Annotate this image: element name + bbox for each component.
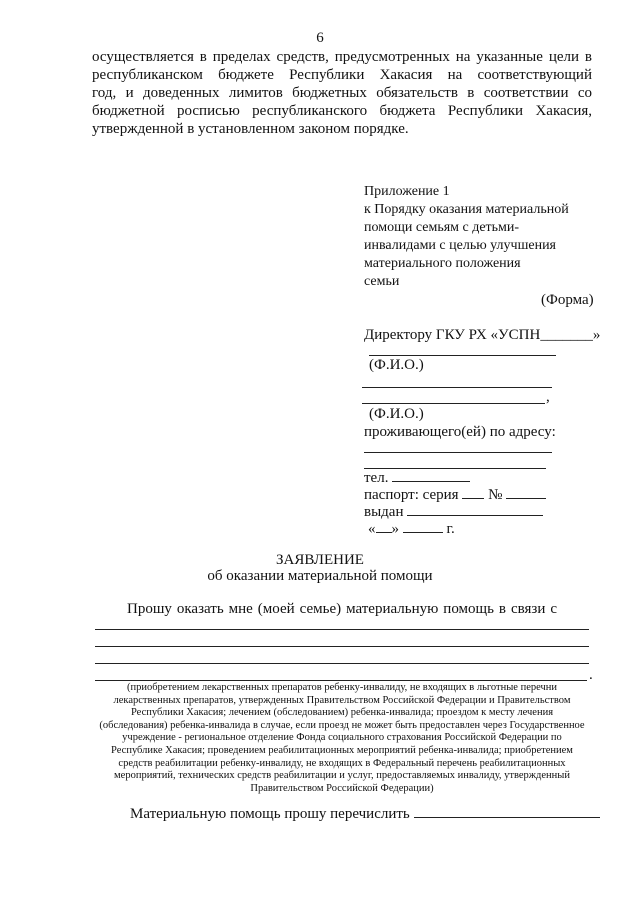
intro-line: бюджетной росписью республиканского бюджета Республики Хакасия, xyxy=(92,103,592,119)
transfer-row xyxy=(130,805,600,823)
reason-line-4[interactable] xyxy=(95,680,587,681)
issued-label: выдан xyxy=(364,504,404,520)
note-line: Республики Хакасия; лечением (обследованием) ребенка-инвалида; проездом к месту лечения xyxy=(130,707,554,719)
intro-line: год, и доведенных лимитов бюджетных обязательств в соответствии со xyxy=(92,85,592,101)
passport-number-label: № xyxy=(488,487,503,503)
appendix-heading xyxy=(364,183,604,291)
reason-line-3[interactable] xyxy=(95,663,589,664)
reason-note xyxy=(92,682,592,795)
note-line: Республике Хакасия; проведением реабилитационных мероприятий ребенка-инвалида; приобретением xyxy=(111,744,573,756)
form-label: (Форма) xyxy=(541,292,594,308)
note-line: (приобретением лекарственных препаратов ребенку-инвалиду, не входящих в льготные перечни xyxy=(126,682,558,693)
passport-series-field[interactable] xyxy=(462,486,484,499)
note-line: учреждение - региональное отделение Фонда социального страхования Российской Федерации по xyxy=(122,732,562,744)
passport-number-field[interactable] xyxy=(506,486,546,499)
intro-line: утвержденной в установленном законом порядке. xyxy=(92,121,409,137)
transfer-field[interactable] xyxy=(414,805,600,818)
note-line: средств реабилитации ребенку-инвалиду, не входящих в Федеральный перечень реабилитационных xyxy=(118,757,566,769)
phone-label: тел. xyxy=(364,470,389,486)
appendix-line: к Порядку оказания материальной xyxy=(364,202,569,217)
page-number: 6 xyxy=(316,30,324,46)
appendix-line: Приложение 1 xyxy=(364,184,450,199)
date-close-quote: » xyxy=(391,521,399,537)
document-title: ЗАЯВЛЕНИЕ xyxy=(276,552,364,568)
appendix-line: инвалидами с целью улучшения xyxy=(364,238,556,253)
note-line: Правительством Российской Федерации) xyxy=(250,782,434,794)
year-suffix: г. xyxy=(446,521,455,537)
fio-field-1[interactable] xyxy=(369,355,556,356)
day-field[interactable] xyxy=(376,520,392,533)
intro-paragraph xyxy=(92,48,592,138)
document-subtitle: об оказании материальной помощи xyxy=(207,568,433,584)
addressee-line: Директору ГКУ РХ «УСПН_______» xyxy=(364,327,601,343)
note-line: лекарственных препаратов, утвержденных Правительством Российской Федерации и Правительством xyxy=(113,694,571,706)
passport-row xyxy=(364,486,546,504)
phone-field[interactable] xyxy=(392,469,470,482)
appendix-line: материального положения xyxy=(364,256,521,271)
appendix-line: семьи xyxy=(364,274,400,289)
fio-label: (Ф.И.О.) xyxy=(369,357,424,373)
intro-line: республиканском бюджете Республики Хакасия на соответствующий xyxy=(92,67,592,83)
issued-field[interactable] xyxy=(407,503,543,516)
passport-series-label: паспорт: серия xyxy=(364,487,459,503)
reason-line-1[interactable] xyxy=(95,629,589,630)
address-field-1[interactable] xyxy=(364,452,552,453)
appendix-line: помощи семьям с детьми- xyxy=(364,220,520,235)
date-open-quote: « xyxy=(368,521,376,537)
applicant-field-1[interactable] xyxy=(362,387,552,388)
applicant-field-2[interactable] xyxy=(362,403,545,404)
note-line: мероприятий, технических средств реабилитации и услуг, предоставляемых инвалиду, утвержденный xyxy=(114,770,570,782)
reason-line-2[interactable] xyxy=(95,646,589,647)
transfer-label: Материальную помощь прошу перечислить xyxy=(130,806,410,822)
fio-label: (Ф.И.О.) xyxy=(369,406,424,422)
residing-label: проживающего(ей) по адресу: xyxy=(364,424,556,440)
phone-row xyxy=(364,469,470,487)
period: . xyxy=(589,667,593,683)
intro-line: осуществляется в пределах средств, предусмотренных на указанные цели в xyxy=(92,49,592,65)
request-text: Прошу оказать мне (моей семье) материальную помощь в связи с xyxy=(127,601,557,617)
note-line: (обследования) ребенка-инвалида в случае, если проезд не может быть предоставлен через Государственное xyxy=(99,719,585,731)
month-field[interactable] xyxy=(403,520,443,533)
issued-row xyxy=(364,503,543,521)
issue-date-row xyxy=(368,520,455,538)
comma: , xyxy=(546,389,550,405)
